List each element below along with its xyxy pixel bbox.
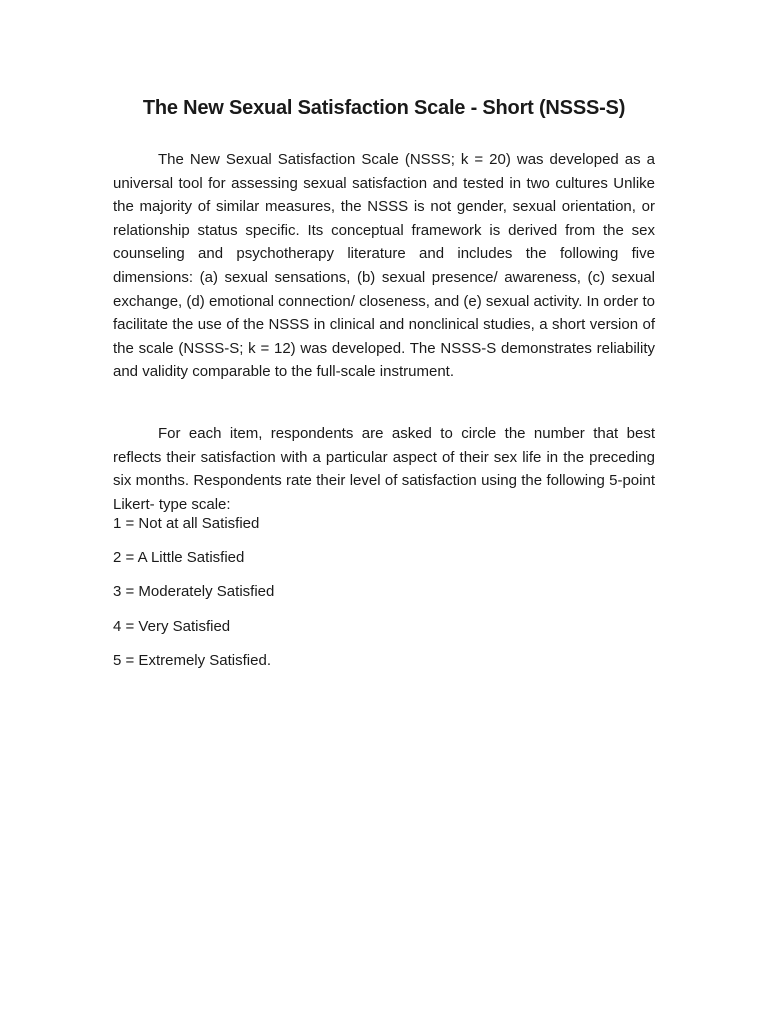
intro-paragraph: The New Sexual Satisfaction Scale (NSSS; k = 20) was developed as a universal tool for assessing sexual satisfaction and tested in two cultures Unlike the majority of similar measures, the NSSS is not gender, sexual orientation, or relationship status specific. Its conceptual framework is derived from the sex counseling and psychotherapy literature and includes the following five dimensions: (a) sexual sensations, (b) sexual presence/ awareness, (c) sexual exchange, (d) emotional connection/ closeness, and (e) sexual activity. In order to facilitate the use of the NSSS in clinical and nonclinical studies, a short version of the scale (NSSS-S; k = 12) was developed. The NSSS-S demonstrates reliability and validity comparable to the full-scale instrument.: [113, 151, 655, 381]
scale-item: 5 = Extremely Satisfied.: [113, 651, 271, 669]
scale-item: 2 = A Little Satisfied: [113, 549, 245, 567]
document-title: The New Sexual Satisfaction Scale - Short (NSSS-S): [142, 97, 626, 119]
likert-scale-list: [113, 512, 655, 683]
instructions-paragraph: For each item, respondents are asked to circle the number that best reflects their satisfaction with a particular aspect of their sex life in the preceding six months. Respondents rate their level of satisfaction using the following 5-point Likert- type scale:: [113, 425, 655, 513]
scale-item: 4 = Very Satisfied: [113, 617, 231, 635]
scale-item: 3 = Moderately Satisfied: [113, 583, 275, 601]
scale-item: 1 = Not at all Satisfied: [113, 515, 260, 532]
